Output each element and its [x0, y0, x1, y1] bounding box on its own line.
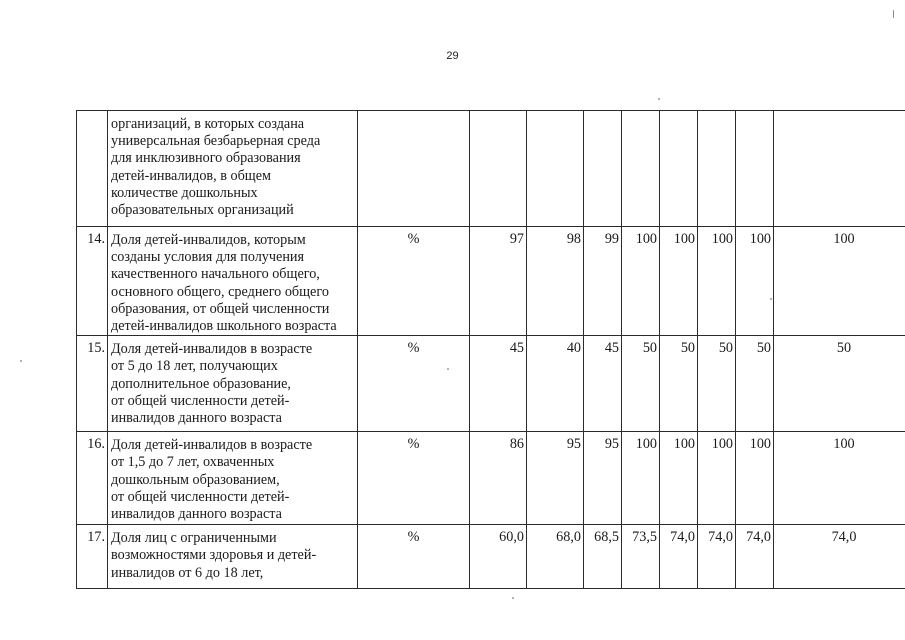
table-row	[77, 227, 905, 336]
scan-speck	[658, 98, 660, 100]
indicators-table	[76, 110, 905, 589]
indicator-name	[108, 432, 358, 525]
value-cell: 100	[774, 227, 905, 336]
indicator-name-line: инвалидов данного возраста	[111, 410, 282, 427]
page-number: 29	[446, 50, 459, 62]
indicator-name-line: инвалидов от 6 до 18 лет,	[111, 564, 264, 581]
table-row	[77, 525, 905, 589]
value-cell: 100	[736, 227, 774, 336]
scan-speck	[770, 298, 772, 300]
row-number	[77, 111, 108, 227]
indicator-name-line: возможностями здоровья и детей-	[111, 547, 317, 564]
indicator-name-line: Доля детей-инвалидов, которым	[111, 232, 306, 248]
value-cell: 100	[622, 227, 660, 336]
value-cell: 50	[660, 336, 698, 432]
value-cell: 50	[736, 336, 774, 432]
value-cell: 99	[584, 227, 622, 336]
value-cell	[660, 111, 698, 227]
indicator-name-line: дополнительное образование,	[111, 375, 291, 392]
indicator-name	[108, 336, 358, 432]
indicator-name-line: Доля детей-инвалидов в возрасте	[111, 341, 313, 358]
value-cell: 74,0	[736, 525, 774, 589]
value-cell: 68,0	[527, 525, 584, 589]
value-cell	[774, 111, 905, 227]
value-cell: 74,0	[774, 525, 905, 589]
value-cell: 95	[527, 432, 584, 525]
value-cell	[470, 111, 527, 227]
value-cell: 100	[698, 227, 736, 336]
value-cell: 100	[698, 432, 736, 525]
indicator-name-line: дошкольным образованием,	[111, 471, 280, 488]
value-cell: 68,5	[584, 525, 622, 589]
value-cell	[622, 111, 660, 227]
value-cell	[736, 111, 774, 227]
value-cell: 60,0	[470, 525, 527, 589]
indicator-name-line: количестве дошкольных	[111, 184, 258, 201]
unit-cell: %	[358, 525, 470, 589]
indicator-name-line: для инклюзивного образования	[111, 150, 301, 167]
value-cell: 50	[774, 336, 905, 432]
scan-speck	[447, 368, 449, 370]
indicator-name	[108, 227, 358, 336]
scan-speck	[893, 10, 894, 18]
unit-cell: %	[358, 336, 470, 432]
value-cell: 74,0	[660, 525, 698, 589]
value-cell: 45	[584, 336, 622, 432]
value-cell: 100	[774, 432, 905, 525]
value-cell	[527, 111, 584, 227]
indicator-name-line: детей-инвалидов школьного возраста	[111, 318, 337, 335]
indicator-name-line: основного общего, среднего общего	[111, 283, 329, 300]
indicator-name-line: качественного начального общего,	[111, 266, 320, 283]
row-number: 17.	[77, 525, 108, 589]
value-cell: 86	[470, 432, 527, 525]
value-cell: 40	[527, 336, 584, 432]
row-number: 14.	[77, 227, 108, 336]
table-row	[77, 336, 905, 432]
row-number: 15.	[77, 336, 108, 432]
value-cell: 100	[660, 227, 698, 336]
indicator-name-line: созданы условия для получения	[111, 249, 305, 266]
table-row	[77, 111, 905, 227]
unit-cell: %	[358, 432, 470, 525]
value-cell: 50	[698, 336, 736, 432]
indicator-name-line: инвалидов данного возраста	[111, 506, 282, 523]
indicator-name-line: Доля детей-инвалидов в возрасте	[111, 437, 313, 454]
indicator-name-line: от 5 до 18 лет, получающих	[111, 358, 278, 375]
value-cell: 73,5	[622, 525, 660, 589]
value-cell: 95	[584, 432, 622, 525]
table-row	[77, 432, 905, 525]
scan-speck	[20, 360, 22, 362]
value-cell	[698, 111, 736, 227]
value-cell: 97	[470, 227, 527, 336]
value-cell	[584, 111, 622, 227]
indicator-name-line: от общей численности детей-	[111, 392, 290, 409]
indicator-name-line: от общей численности детей-	[111, 488, 290, 505]
scan-speck	[512, 597, 514, 599]
indicator-name	[108, 525, 358, 589]
unit-cell	[358, 111, 470, 227]
value-cell: 45	[470, 336, 527, 432]
indicator-name-line: Доля лиц с ограниченными	[111, 530, 277, 547]
unit-cell: %	[358, 227, 470, 336]
indicator-name-line: универсальная безбарьерная среда	[111, 133, 321, 150]
indicator-name-line: образования, от общей численности	[111, 300, 330, 317]
value-cell: 50	[622, 336, 660, 432]
indicator-name	[108, 111, 358, 227]
indicator-name-line: образовательных организаций	[111, 202, 294, 219]
row-number: 16.	[77, 432, 108, 525]
value-cell: 100	[736, 432, 774, 525]
indicator-name-line: детей-инвалидов, в общем	[111, 167, 271, 184]
value-cell: 98	[527, 227, 584, 336]
indicator-name-line: организаций, в которых создана	[111, 116, 305, 132]
value-cell: 100	[660, 432, 698, 525]
indicator-name-line: от 1,5 до 7 лет, охваченных	[111, 454, 275, 471]
value-cell: 74,0	[698, 525, 736, 589]
value-cell: 100	[622, 432, 660, 525]
